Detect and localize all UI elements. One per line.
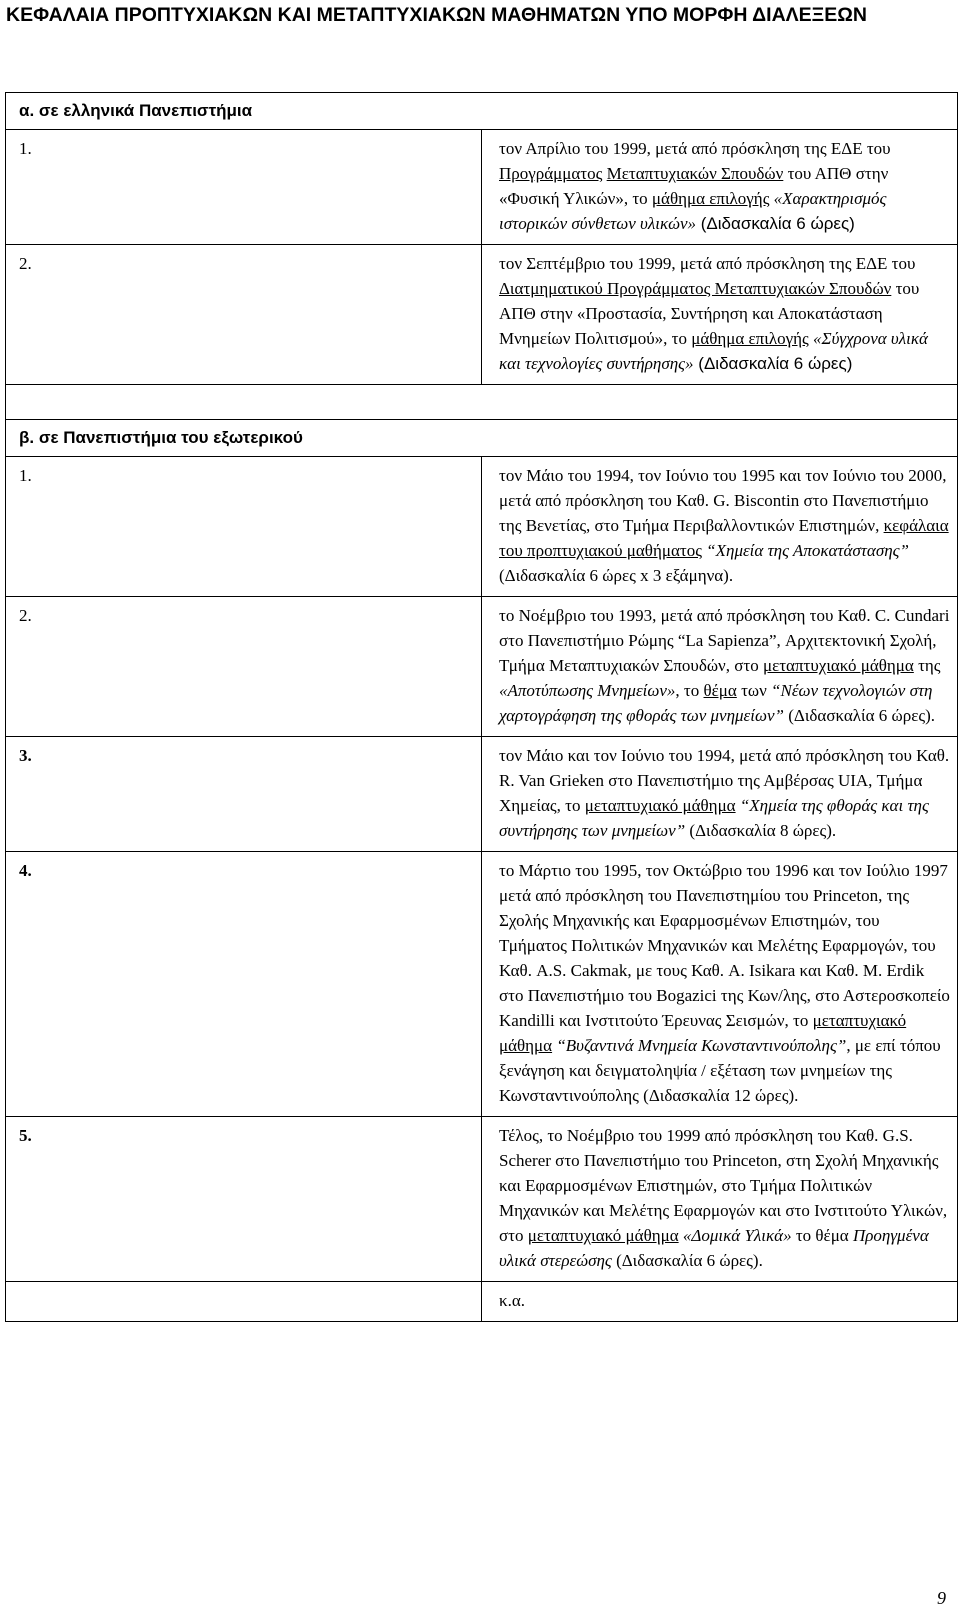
- item-text: το Μάρτιο του 1995, τον Οκτώβριο του 1996 και τον Ιούλιο 1997 μετά από πρόσκληση του Πανεπιστημίου του Princeton, της Σχολής Μηχανικής και Εφαρμοσμένων Επιστημών, του Τμήματος Πολιτικών Μηχανικών και Μελέτης Εφαρμογών, του Καθ. A.S. Cakmak, με τους Καθ. A. Isikara και Καθ. M. Erdik στο Πανεπιστήμιο του Bogazici της Κων/λης, στο Αστεροσκοπείο Kandilli και Ινστιτούτο Έρευνας Σεισμών, το μεταπτυχιακό μάθημα “Βυζαντινά Μνημεία Κωνσταντινούπολης”, με επί τόπου ξενάγηση και δειγματοληψία / εξέταση των μνημείων της Κωνσταντινούπολης (Διδασκαλία 12 ώρες).: [482, 852, 958, 1117]
- blank-row: [6, 385, 958, 420]
- section-a-heading: α. σε ελληνικά Πανεπιστήμια: [6, 93, 958, 130]
- table-row: [6, 245, 958, 385]
- item-number: 1.: [6, 457, 482, 597]
- table-row: [6, 457, 958, 597]
- table-row: [6, 130, 958, 245]
- table-row: [6, 1282, 958, 1322]
- table-row: [6, 1117, 958, 1282]
- item-number: 5.: [6, 1117, 482, 1282]
- section-b-heading: β. σε Πανεπιστήμια του εξωτερικού: [6, 420, 958, 457]
- item-text: το Νοέμβριο του 1993, μετά από πρόσκληση του Καθ. C. Cundari στο Πανεπιστήμιο Ρώμης “La Sapienza”, Αρχιτεκτονική Σχολή, Τμήμα Μεταπτυχιακών Σπουδών, στο μεταπτυχιακό μάθημα της «Αποτύπωσης Μνημείων», το θέμα των “Νέων τεχνολογιών στη χαρτογράφηση της φθοράς των μνημείων” (Διδασκαλία 6 ώρες).: [482, 597, 958, 737]
- section-a-heading-row: [6, 93, 958, 130]
- page-number: 9: [937, 1588, 946, 1608]
- item-number: 1.: [6, 130, 482, 245]
- blank-cell: [6, 385, 958, 420]
- item-number: 4.: [6, 852, 482, 1117]
- item-text: τον Απρίλιο του 1999, μετά από πρόσκληση της ΕΔΕ του Προγράμματος Μεταπτυχιακών Σπουδών του ΑΠΘ στην «Φυσική Υλικών», το μάθημα επιλογής «Χαρακτηρισμός ιστορικών σύνθετων υλικών» (Διδασκαλία 6 ώρες): [482, 130, 958, 245]
- item-text: τον Σεπτέμβριο του 1999, μετά από πρόσκληση της ΕΔΕ του Διατμηματικού Προγράμματος Μεταπτυχιακών Σπουδών του ΑΠΘ στην «Προστασία, Συντήρηση και Αποκατάσταση Μνημείων Πολιτισμού», το μάθημα επιλογής «Σύγχρονα υλικά και τεχνολογίες συντήρησης» (Διδασκαλία 6 ώρες): [482, 245, 958, 385]
- lectures-table: [5, 92, 958, 1322]
- item-number: 3.: [6, 737, 482, 852]
- page-title: ΚΕΦΑΛΑΙΑ ΠΡΟΠΤΥΧΙΑΚΩΝ ΚΑΙ ΜΕΤΑΠΤΥΧΙΑΚΩΝ ΜΑΘΗΜΑΤΩΝ ΥΠΟ ΜΟΡΦΗ ΔΙΑΛΕΞΕΩΝ: [6, 4, 867, 26]
- item-text: τον Μάιο και τον Ιούνιο του 1994, μετά από πρόσκληση του Καθ. R. Van Grieken στο Πανεπιστήμιο της Αμβέρσας UIA, Τμήμα Χημείας, το μεταπτυχιακό μάθημα “Χημεία της φθοράς και της συντήρησης των μνημείων” (Διδασκαλία 8 ώρες).: [482, 737, 958, 852]
- item-text: τον Μάιο του 1994, τον Ιούνιο του 1995 και τον Ιούνιο του 2000, μετά από πρόσκληση του Καθ. G. Biscontin στο Πανεπιστήμιο της Βενετίας, στο Τμήμα Περιβαλλοντικών Επιστημών, κεφάλαια του προπτυχιακού μαθήματος “Χημεία της Αποκατάστασης” (Διδασκαλία 6 ώρες x 3 εξάμηνα).: [482, 457, 958, 597]
- item-number-empty: [6, 1282, 482, 1322]
- item-text: Τέλος, το Νοέμβριο του 1999 από πρόσκληση του Καθ. G.S. Scherer στο Πανεπιστήμιο του Princeton, στη Σχολή Μηχανικής και Εφαρμοσμένων Επιστημών, στο Τμήμα Πολιτικών Μηχανικών και Μελέτης Εφαρμογών και στο Ινστιτούτο Υλικών, στο μεταπτυχιακό μάθημα «Δομικά Υλικά» το θέμα Προηγμένα υλικά στερεώσης (Διδασκαλία 6 ώρες).: [482, 1117, 958, 1282]
- table-row: [6, 852, 958, 1117]
- table-row: [6, 597, 958, 737]
- section-b-heading-row: [6, 420, 958, 457]
- item-number: 2.: [6, 597, 482, 737]
- etc-text: κ.α.: [482, 1282, 958, 1322]
- table-row: [6, 737, 958, 852]
- item-number: 2.: [6, 245, 482, 385]
